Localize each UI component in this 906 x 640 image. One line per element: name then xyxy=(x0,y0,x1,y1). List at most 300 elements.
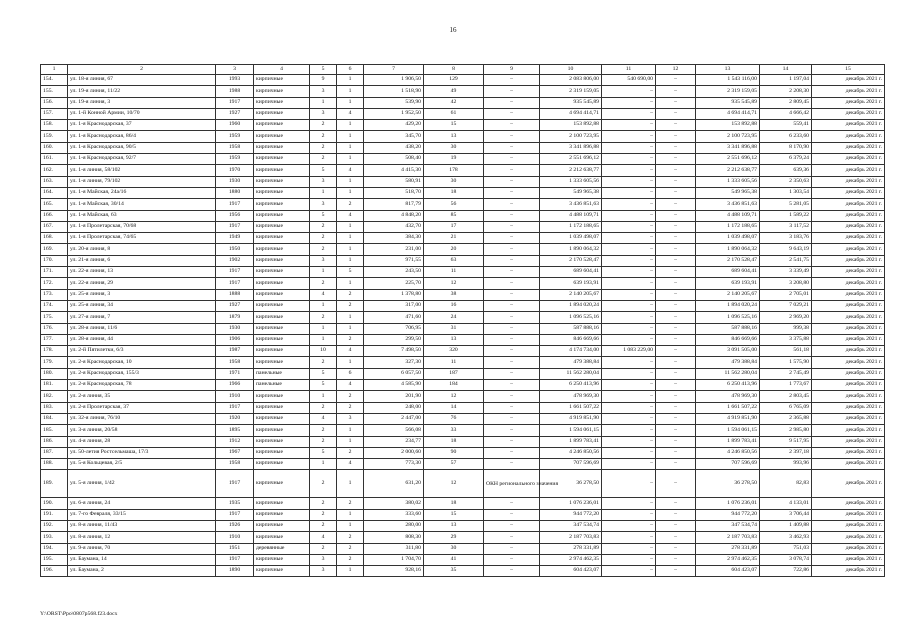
cell-floors: 5 xyxy=(310,380,337,391)
cell-total-area: 1 704,70 xyxy=(364,554,424,565)
cell-total-area: 231,00 xyxy=(364,244,424,255)
cell-cost-per-sqm: 3 462,93 xyxy=(760,532,812,543)
cell-address: ул. 2-й Пятилетки, 6/3 xyxy=(68,346,216,357)
cell-fund-cost: – xyxy=(602,459,656,470)
cell-completion-date: декабрь 2021 г. xyxy=(812,346,885,357)
cell-floors: 2 xyxy=(310,520,337,531)
cell-address: ул. 7-го Февраля, 33/15 xyxy=(68,509,216,520)
cell-completion-date: декабрь 2021 г. xyxy=(812,108,885,119)
cell-fund-cost: – xyxy=(602,368,656,379)
cell-regional-cost: – xyxy=(656,543,696,554)
cell-local-cost: 1 890 064,32 xyxy=(696,244,760,255)
cell-address: ул. 1-я Краснодарская, 90/5 xyxy=(68,142,216,153)
cell-residents: 178 xyxy=(424,165,484,176)
cell-row-index: 162. xyxy=(41,165,68,176)
cell-completion-date: декабрь 2021 г. xyxy=(812,470,885,498)
cell-year-built: 1967 xyxy=(216,447,254,458)
cell-cost-per-sqm: 1 589,22 xyxy=(760,210,812,221)
cell-local-cost: 587 888,16 xyxy=(696,323,760,334)
cell-residents: 35 xyxy=(424,566,484,577)
cell-entrances: 1 xyxy=(337,520,364,531)
cell-fund-cost: – xyxy=(602,267,656,278)
cell-wall-material: кирпичные xyxy=(254,210,310,221)
cell-wall-material: кирпичные xyxy=(254,554,310,565)
cell-address: ул. Баумана, 14 xyxy=(68,554,216,565)
cell-floors: 1 xyxy=(310,459,337,470)
cell-residents: 42 xyxy=(424,97,484,108)
cell-residents: 57 xyxy=(424,459,484,470)
cell-heritage-status: – xyxy=(484,436,540,447)
cell-residents: 19 xyxy=(424,154,484,165)
cell-fund-cost: – xyxy=(602,413,656,424)
cell-residents: 18 xyxy=(424,436,484,447)
cell-entrances: 1 xyxy=(337,75,364,86)
cell-completion-date: декабрь 2021 г. xyxy=(812,543,885,554)
cell-row-index: 161. xyxy=(41,154,68,165)
cell-local-cost: 846 669,66 xyxy=(696,334,760,345)
cell-total-area: 345,70 xyxy=(364,131,424,142)
cell-row-index: 155. xyxy=(41,86,68,97)
cell-year-built: 1910 xyxy=(216,532,254,543)
cell-cost-per-sqm: 2 365,88 xyxy=(760,413,812,424)
cell-completion-date: декабрь 2021 г. xyxy=(812,142,885,153)
cell-year-built: 1949 xyxy=(216,233,254,244)
cell-entrances: 4 xyxy=(337,346,364,357)
cell-entrances: 5 xyxy=(337,267,364,278)
cell-year-built: 1917 xyxy=(216,509,254,520)
cell-year-built: 1958 xyxy=(216,357,254,368)
cell-regional-cost: – xyxy=(656,459,696,470)
cell-entrances: 1 xyxy=(337,142,364,153)
cell-total-area: 234,77 xyxy=(364,436,424,447)
cell-total-cost: 1 894 020,24 xyxy=(540,300,602,311)
file-path: Y:\ORST\Ppo\0807p568.f23.docx xyxy=(40,611,118,617)
cell-residents: 41 xyxy=(424,554,484,565)
cell-row-index: 192. xyxy=(41,520,68,531)
cell-floors: 5 xyxy=(310,165,337,176)
cell-wall-material: кирпичные xyxy=(254,459,310,470)
cell-regional-cost: – xyxy=(656,498,696,509)
cell-total-area: 580,91 xyxy=(364,176,424,187)
cell-total-cost: 278 331,89 xyxy=(540,543,602,554)
cell-address: ул. 21-я линия, 6 xyxy=(68,255,216,266)
cell-entrances: 2 xyxy=(337,300,364,311)
cell-total-area: 808,30 xyxy=(364,532,424,543)
cell-total-cost: 2 140 205,67 xyxy=(540,289,602,300)
cell-wall-material: кирпичные xyxy=(254,267,310,278)
cell-year-built: 1958 xyxy=(216,142,254,153)
cell-cost-per-sqm: 639,36 xyxy=(760,165,812,176)
cell-completion-date: декабрь 2021 г. xyxy=(812,233,885,244)
cell-heritage-status: – xyxy=(484,368,540,379)
cell-local-cost: 1 172 188,65 xyxy=(696,221,760,232)
cell-cost-per-sqm: 1 303,54 xyxy=(760,187,812,198)
cell-year-built: 1930 xyxy=(216,323,254,334)
cell-entrances: 2 xyxy=(337,554,364,565)
cell-total-area: 539,90 xyxy=(364,97,424,108)
cell-row-index: 183. xyxy=(41,402,68,413)
table-row xyxy=(41,255,885,266)
cell-floors: 4 xyxy=(310,532,337,543)
table-row xyxy=(41,289,885,300)
cell-cost-per-sqm: 7 029,21 xyxy=(760,300,812,311)
cell-total-area: 1 952,50 xyxy=(364,108,424,119)
cell-heritage-status: – xyxy=(484,176,540,187)
cell-wall-material: кирпичные xyxy=(254,520,310,531)
cell-address: ул. 1-я Краснодарская, 92/7 xyxy=(68,154,216,165)
cell-total-area: 1 906,50 xyxy=(364,75,424,86)
cell-row-index: 166. xyxy=(41,210,68,221)
cell-floors: 2 xyxy=(310,402,337,413)
cell-completion-date: декабрь 2021 г. xyxy=(812,391,885,402)
cell-residents: 38 xyxy=(424,289,484,300)
cell-wall-material: панельные xyxy=(254,368,310,379)
cell-total-area: 706,95 xyxy=(364,323,424,334)
cell-local-cost: 1 076 236,01 xyxy=(696,498,760,509)
cell-floors: 1 xyxy=(310,187,337,198)
cell-floors: 2 xyxy=(310,425,337,436)
cell-address: ул. 1-я Пролетарская, 70/68 xyxy=(68,221,216,232)
cell-year-built: 1927 xyxy=(216,108,254,119)
table-row xyxy=(41,233,885,244)
cell-heritage-status: – xyxy=(484,520,540,531)
cell-entrances: 1 xyxy=(337,221,364,232)
cell-cost-per-sqm: 559,41 xyxy=(760,120,812,131)
cell-heritage-status: – xyxy=(484,323,540,334)
cell-residents: 76 xyxy=(424,413,484,424)
cell-total-cost: 2 551 696,12 xyxy=(540,154,602,165)
cell-total-area: 384,30 xyxy=(364,233,424,244)
cell-regional-cost: – xyxy=(656,278,696,289)
cell-year-built: 1987 xyxy=(216,346,254,357)
cell-row-index: 154. xyxy=(41,75,68,86)
cell-total-area: 327,30 xyxy=(364,357,424,368)
table-body xyxy=(41,65,885,577)
cell-residents: 13 xyxy=(424,520,484,531)
cell-residents: 31 xyxy=(424,323,484,334)
cell-total-cost: 36 278,50 xyxy=(540,470,602,498)
cell-regional-cost: – xyxy=(656,267,696,278)
cell-regional-cost: – xyxy=(656,368,696,379)
table-row xyxy=(41,75,885,86)
cell-floors: 2 xyxy=(310,543,337,554)
cell-wall-material: кирпичные xyxy=(254,142,310,153)
cell-row-index: 172. xyxy=(41,278,68,289)
cell-floors: 2 xyxy=(310,142,337,153)
cell-total-cost: 1 333 605,56 xyxy=(540,176,602,187)
cell-wall-material: кирпичные xyxy=(254,165,310,176)
cell-regional-cost: – xyxy=(656,221,696,232)
cell-row-index: 168. xyxy=(41,233,68,244)
column-number: 2 xyxy=(68,65,216,75)
cell-regional-cost: – xyxy=(656,357,696,368)
cell-fund-cost: – xyxy=(602,391,656,402)
cell-local-cost: 1 333 605,56 xyxy=(696,176,760,187)
cell-wall-material: кирпичные xyxy=(254,97,310,108)
cell-total-area: 429,20 xyxy=(364,120,424,131)
cell-floors: 2 xyxy=(310,221,337,232)
housing-registry-table xyxy=(40,64,885,577)
column-number: 12 xyxy=(656,65,696,75)
cell-fund-cost: – xyxy=(602,436,656,447)
cell-entrances: 1 xyxy=(337,176,364,187)
cell-floors: 1 xyxy=(310,391,337,402)
cell-row-index: 159. xyxy=(41,131,68,142)
cell-year-built: 1966 xyxy=(216,380,254,391)
cell-regional-cost: – xyxy=(656,199,696,210)
cell-year-built: 1950 xyxy=(216,244,254,255)
cell-address: ул. 3-я линия, 20/58 xyxy=(68,425,216,436)
cell-regional-cost: – xyxy=(656,334,696,345)
cell-address: ул. 22-я линия, 13 xyxy=(68,267,216,278)
table-row xyxy=(41,97,885,108)
cell-completion-date: декабрь 2021 г. xyxy=(812,380,885,391)
cell-year-built: 1927 xyxy=(216,300,254,311)
cell-regional-cost: – xyxy=(656,447,696,458)
cell-total-area: 508,40 xyxy=(364,154,424,165)
cell-local-cost: 347 534,74 xyxy=(696,520,760,531)
cell-regional-cost: – xyxy=(656,187,696,198)
cell-fund-cost: – xyxy=(602,532,656,543)
cell-year-built: 1951 xyxy=(216,543,254,554)
cell-regional-cost: – xyxy=(656,532,696,543)
cell-fund-cost: – xyxy=(602,300,656,311)
cell-residents: 85 xyxy=(424,210,484,221)
table-row xyxy=(41,154,885,165)
cell-cost-per-sqm: 6 379,24 xyxy=(760,154,812,165)
cell-total-cost: 1 899 783,41 xyxy=(540,436,602,447)
cell-heritage-status: – xyxy=(484,233,540,244)
cell-fund-cost: – xyxy=(602,199,656,210)
cell-total-cost: 689 604,41 xyxy=(540,267,602,278)
cell-total-area: 2 000,60 xyxy=(364,447,424,458)
cell-wall-material: кирпичные xyxy=(254,300,310,311)
cell-row-index: 160. xyxy=(41,142,68,153)
cell-heritage-status: – xyxy=(484,566,540,577)
cell-total-cost: 1 594 061,15 xyxy=(540,425,602,436)
cell-residents: 20 xyxy=(424,244,484,255)
cell-heritage-status: – xyxy=(484,380,540,391)
cell-completion-date: декабрь 2021 г. xyxy=(812,154,885,165)
cell-address: ул. 1-я Майская, 30/14 xyxy=(68,199,216,210)
cell-floors: 1 xyxy=(310,323,337,334)
cell-row-index: 167. xyxy=(41,221,68,232)
cell-local-cost: 3 436 851,63 xyxy=(696,199,760,210)
cell-floors: 4 xyxy=(310,413,337,424)
cell-heritage-status: – xyxy=(484,244,540,255)
table-row xyxy=(41,108,885,119)
cell-wall-material: панельные xyxy=(254,380,310,391)
cell-completion-date: декабрь 2021 г. xyxy=(812,289,885,300)
cell-row-index: 174. xyxy=(41,300,68,311)
cell-floors: 2 xyxy=(310,498,337,509)
cell-fund-cost: – xyxy=(602,312,656,323)
table-row xyxy=(41,131,885,142)
cell-entrances: 1 xyxy=(337,509,364,520)
cell-wall-material: кирпичные xyxy=(254,221,310,232)
cell-total-cost: 479 388,84 xyxy=(540,357,602,368)
cell-entrances: 4 xyxy=(337,210,364,221)
cell-fund-cost: – xyxy=(602,334,656,345)
cell-fund-cost: – xyxy=(602,566,656,577)
table-row xyxy=(41,244,885,255)
cell-total-cost: 846 669,66 xyxy=(540,334,602,345)
column-number: 14 xyxy=(760,65,812,75)
cell-cost-per-sqm: 1 575,90 xyxy=(760,357,812,368)
cell-local-cost: 1 096 525,16 xyxy=(696,312,760,323)
cell-total-cost: 1 890 064,32 xyxy=(540,244,602,255)
cell-entrances: 6 xyxy=(337,368,364,379)
cell-address: ул. 1-я Майская, 24а/16 xyxy=(68,187,216,198)
cell-local-cost: 1 543 116,00 xyxy=(696,75,760,86)
cell-year-built: 1917 xyxy=(216,554,254,565)
cell-address: ул. 1-я Краснодарская, 86/4 xyxy=(68,131,216,142)
cell-local-cost: 549 965,38 xyxy=(696,187,760,198)
cell-heritage-status: – xyxy=(484,199,540,210)
cell-local-cost: 1 899 783,41 xyxy=(696,436,760,447)
cell-regional-cost: – xyxy=(656,142,696,153)
cell-year-built: 1959 xyxy=(216,154,254,165)
cell-completion-date: декабрь 2021 г. xyxy=(812,221,885,232)
cell-residents: 30 xyxy=(424,543,484,554)
cell-wall-material: кирпичные xyxy=(254,509,310,520)
cell-total-cost: 587 888,16 xyxy=(540,323,602,334)
cell-row-index: 195. xyxy=(41,554,68,565)
cell-floors: 3 xyxy=(310,199,337,210)
cell-total-cost: 478 969,30 xyxy=(540,391,602,402)
cell-total-cost: 2 170 528,47 xyxy=(540,255,602,266)
cell-fund-cost: – xyxy=(602,120,656,131)
cell-total-cost: 2 187 703,83 xyxy=(540,532,602,543)
cell-cost-per-sqm: 2 705,01 xyxy=(760,289,812,300)
cell-wall-material: кирпичные xyxy=(254,154,310,165)
cell-entrances: 4 xyxy=(337,165,364,176)
table-row xyxy=(41,554,885,565)
cell-year-built: 1879 xyxy=(216,312,254,323)
table-row xyxy=(41,368,885,379)
cell-wall-material: кирпичные xyxy=(254,402,310,413)
cell-local-cost: 153 892,88 xyxy=(696,120,760,131)
cell-year-built: 1910 xyxy=(216,391,254,402)
cell-total-area: 380,02 xyxy=(364,498,424,509)
cell-cost-per-sqm: 9 643,19 xyxy=(760,244,812,255)
cell-total-cost: 4 488 109,71 xyxy=(540,210,602,221)
cell-address: ул. 2-я Краснодарская, 78 xyxy=(68,380,216,391)
cell-completion-date: декабрь 2021 г. xyxy=(812,509,885,520)
cell-cost-per-sqm: 2 809,45 xyxy=(760,97,812,108)
cell-fund-cost: 1 083 229,00 xyxy=(602,346,656,357)
cell-address: ул. 19-я линия, 3 xyxy=(68,97,216,108)
cell-regional-cost: – xyxy=(656,312,696,323)
cell-regional-cost: – xyxy=(656,436,696,447)
cell-year-built: 1917 xyxy=(216,278,254,289)
cell-cost-per-sqm: 3 183,76 xyxy=(760,233,812,244)
cell-entrances: 2 xyxy=(337,402,364,413)
cell-total-cost: 4 919 851,90 xyxy=(540,413,602,424)
cell-entrances: 1 xyxy=(337,233,364,244)
cell-address: ул. 32-я линия, 76/10 xyxy=(68,413,216,424)
cell-address: ул. 2-я Краснодарская, 155/3 xyxy=(68,368,216,379)
cell-total-area: 631,20 xyxy=(364,470,424,498)
cell-floors: 2 xyxy=(310,120,337,131)
cell-year-built: 1970 xyxy=(216,165,254,176)
cell-cost-per-sqm: 2 541,75 xyxy=(760,255,812,266)
cell-residents: 30 xyxy=(424,142,484,153)
cell-total-area: 6 057,50 xyxy=(364,368,424,379)
cell-regional-cost: – xyxy=(656,554,696,565)
cell-total-area: 7 498,50 xyxy=(364,346,424,357)
cell-fund-cost: – xyxy=(602,357,656,368)
cell-entrances: 1 xyxy=(337,120,364,131)
cell-residents: 320 xyxy=(424,346,484,357)
cell-completion-date: декабрь 2021 г. xyxy=(812,97,885,108)
cell-completion-date: декабрь 2021 г. xyxy=(812,368,885,379)
column-number: 9 xyxy=(484,65,540,75)
table-row xyxy=(41,278,885,289)
cell-completion-date: декабрь 2021 г. xyxy=(812,255,885,266)
cell-address: ул. 50-летия Ростсельмаша, 17/3 xyxy=(68,447,216,458)
cell-total-area: 317,00 xyxy=(364,300,424,311)
cell-local-cost: 707 596,69 xyxy=(696,459,760,470)
cell-completion-date: декабрь 2021 г. xyxy=(812,459,885,470)
cell-row-index: 189. xyxy=(41,470,68,498)
cell-year-built: 1917 xyxy=(216,267,254,278)
cell-row-index: 196. xyxy=(41,566,68,577)
cell-cost-per-sqm: 3 375,88 xyxy=(760,334,812,345)
cell-completion-date: декабрь 2021 г. xyxy=(812,176,885,187)
cell-residents: 63 xyxy=(424,255,484,266)
cell-address: ул. 1-я линия, 79/102 xyxy=(68,176,216,187)
cell-regional-cost: – xyxy=(656,255,696,266)
cell-local-cost: 2 551 696,12 xyxy=(696,154,760,165)
cell-address: ул. 22-я линия, 29 xyxy=(68,278,216,289)
cell-heritage-status: – xyxy=(484,509,540,520)
cell-local-cost: 4 694 414,71 xyxy=(696,108,760,119)
cell-year-built: 1917 xyxy=(216,97,254,108)
cell-fund-cost: – xyxy=(602,176,656,187)
cell-heritage-status: – xyxy=(484,255,540,266)
cell-total-area: 243,50 xyxy=(364,267,424,278)
cell-heritage-status: – xyxy=(484,75,540,86)
cell-regional-cost: – xyxy=(656,165,696,176)
cell-row-index: 157. xyxy=(41,108,68,119)
cell-wall-material: кирпичные xyxy=(254,120,310,131)
cell-year-built: 1935 xyxy=(216,498,254,509)
cell-address: ул. 4-я линия, 28 xyxy=(68,436,216,447)
table-row xyxy=(41,509,885,520)
cell-total-area: 311,80 xyxy=(364,543,424,554)
cell-total-cost: 707 596,69 xyxy=(540,459,602,470)
cell-floors: 2 xyxy=(310,470,337,498)
cell-wall-material: кирпичные xyxy=(254,86,310,97)
cell-completion-date: декабрь 2021 г. xyxy=(812,413,885,424)
cell-cost-per-sqm: 5 281,05 xyxy=(760,199,812,210)
cell-residents: 14 xyxy=(424,402,484,413)
cell-total-cost: 4 246 850,56 xyxy=(540,447,602,458)
cell-completion-date: декабрь 2021 г. xyxy=(812,498,885,509)
cell-regional-cost: – xyxy=(656,154,696,165)
cell-address: ул. 1-й Конной Армии, 10/70 xyxy=(68,108,216,119)
cell-heritage-status: – xyxy=(484,312,540,323)
cell-wall-material: кирпичные xyxy=(254,357,310,368)
table-row xyxy=(41,459,885,470)
table-row xyxy=(41,86,885,97)
cell-local-cost: 3 091 505,00 xyxy=(696,346,760,357)
cell-row-index: 170. xyxy=(41,255,68,266)
cell-completion-date: декабрь 2021 г. xyxy=(812,210,885,221)
cell-total-cost: 4 174 734,00 xyxy=(540,346,602,357)
cell-local-cost: 1 039 498,07 xyxy=(696,233,760,244)
